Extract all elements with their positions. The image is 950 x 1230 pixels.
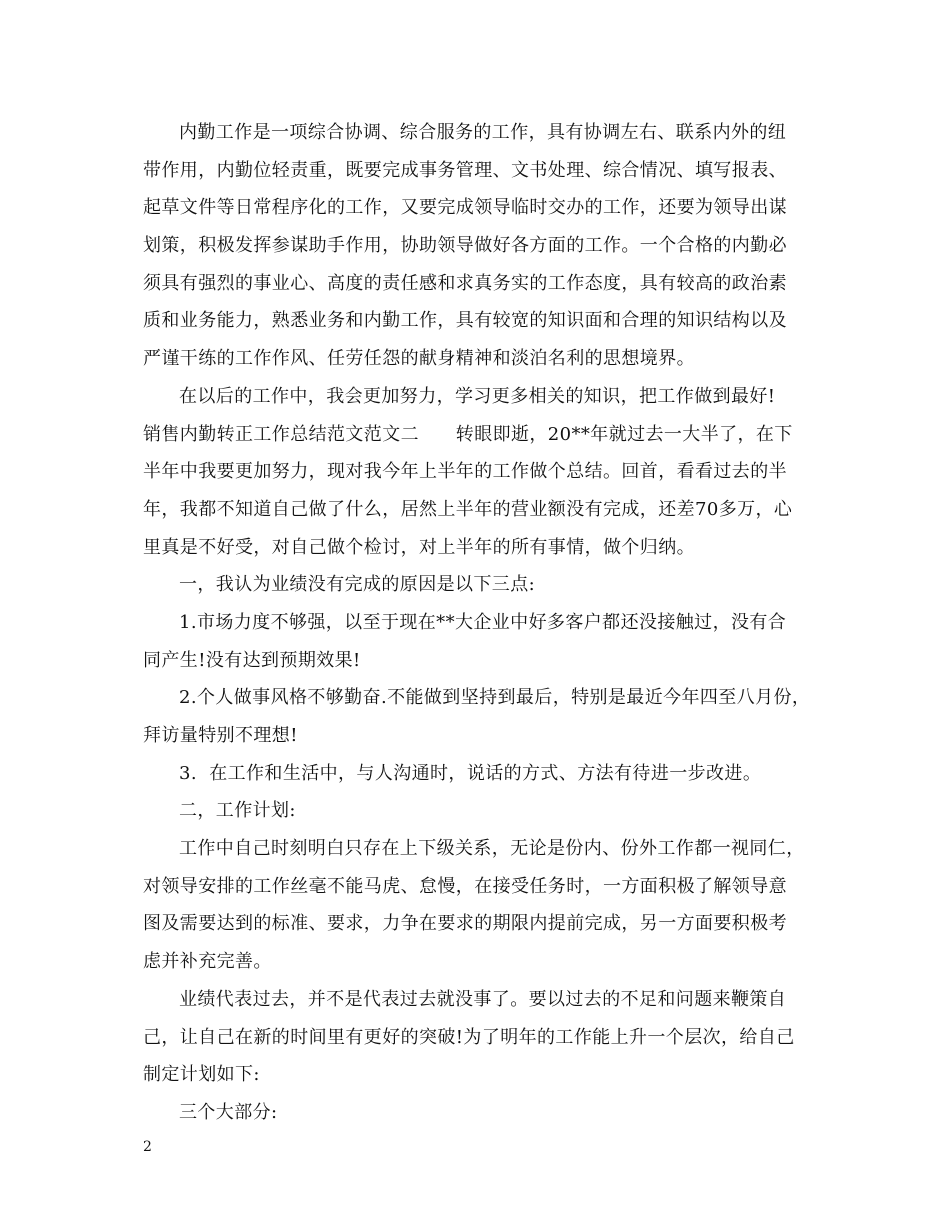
text-line: 虑并补充完善。 (143, 951, 272, 973)
text-line: 工作中自己时刻明白只存在上下级关系，无论是份内、份外工作都一视同仁， (179, 838, 805, 860)
page-number: 2 (143, 1139, 152, 1155)
text-line: 1.市场力度不够强，以至于现在**大企业中好多客户都还没接触过，没有合 (179, 611, 787, 633)
text-line: 同产生!没有达到预期效果! (143, 649, 361, 671)
text-line: 业绩代表过去，并不是代表过去就没事了。要以过去的不足和问题来鞭策自 (179, 988, 787, 1010)
text-line: 划策，积极发挥参谋助手作用，协助领导做好各方面的工作。一个合格的内勤必 (143, 235, 787, 257)
text-line: 制定计划如下: (143, 1064, 260, 1086)
text-line: 在以后的工作中，我会更加努力，学习更多相关的知识，把工作做到最好! (179, 385, 776, 407)
text-line: 质和业务能力，熟悉业务和内勤工作，具有较宽的知识面和合理的知识结构以及 (143, 310, 787, 332)
text-line: 严谨干练的工作作风、任劳任怨的献身精神和淡泊名利的思想境界。 (143, 348, 695, 370)
text-line: 起草文件等日常程序化的工作，又要完成领导临时交办的工作，还要为领导出谋 (143, 197, 787, 219)
text-line: 须具有强烈的事业心、高度的责任感和求真务实的工作态度，具有较高的政治素 (143, 272, 787, 294)
text-line: 里真是不好受，对自己做个检讨，对上半年的所有事情，做个归纳。 (143, 536, 695, 558)
text-line: 三个大部分: (179, 1101, 278, 1123)
text-line: 3. 在工作和生活中，与人沟通时，说话的方式、方法有待进一步改进。 (179, 762, 762, 784)
text-line: 2.个人做事风格不够勤奋.不能做到坚持到最后，特别是最近今年四至八月份， (179, 687, 811, 709)
text-line: 二，工作计划: (179, 800, 296, 822)
text-line: 对领导安排的工作丝毫不能马虎、怠慢，在接受任务时，一方面积极了解领导意 (143, 875, 787, 897)
text-line: 拜访量特别不理想! (143, 725, 298, 746)
text-line: 带作用，内勤位轻责重，既要完成事务管理、文书处理、综合情况、填写报表、 (143, 159, 787, 181)
document-body (143, 114, 823, 1132)
text-line: 内勤工作是一项综合协调、综合服务的工作，具有协调左右、联系内外的纽 (179, 122, 787, 143)
text-line: 一，我认为业绩没有完成的原因是以下三点: (179, 574, 536, 596)
text-line: 半年中我要更加努力，现对我今年上半年的工作做个总结。回首，看看过去的半 (143, 461, 787, 483)
text-line: 图及需要达到的标准、要求，力争在要求的期限内提前完成，另一方面要积极考 (143, 913, 787, 935)
text-line: 己，让自己在新的时间里有更好的突破!为了明年的工作能上升一个层次，给自己 (143, 1026, 795, 1048)
text-line: 销售内勤转正工作总结范文范文二 转眼即逝，20**年就过去一大半了，在下 (143, 423, 793, 445)
text-line: 年，我都不知道自己做了什么，居然上半年的营业额没有完成，还差70多万，心 (143, 498, 793, 520)
